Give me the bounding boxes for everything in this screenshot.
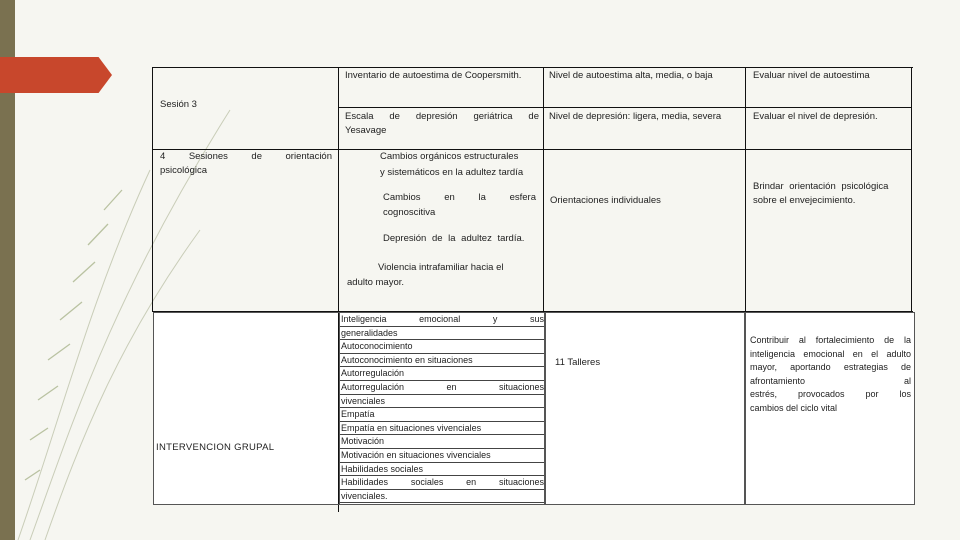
topic-violencia: Violencia intrafamiliar hacia el: [378, 262, 504, 273]
group-objective-line: Contribuir al fortalecimiento de la: [750, 335, 911, 345]
group-objective-line: estrés, provocados por los: [750, 389, 911, 400]
result-talleres: 11 Talleres: [555, 357, 601, 368]
group-topic-line: Motivación: [340, 435, 544, 449]
instrument-yesavage: Escala de depresión geriátrica de: [345, 111, 539, 122]
group-topic-line: Autoconocimiento en situaciones: [340, 354, 544, 368]
group-topic-line: Empatía en situaciones vivenciales: [340, 422, 544, 436]
group-label: INTERVENCION GRUPAL: [156, 442, 275, 453]
instrument-yesavage-line2: Yesavage: [345, 125, 387, 136]
result-depresion: Nivel de depresión: ligera, media, severa: [549, 111, 722, 122]
group-topic-line: generalidades: [340, 327, 544, 341]
group-objective-line: inteligencia emocional en el adulto: [750, 348, 911, 359]
topic-cambios-organicos-line2: y sistemáticos en la adultez tardía: [380, 167, 524, 178]
topic-cambios-organicos: Cambios orgánicos estructurales: [380, 151, 519, 162]
instrument-coopersmith: Inventario de autoestima de Coopersmith.: [345, 70, 522, 81]
objective-orientacion: Brindar orientación psicológica: [753, 181, 889, 192]
group-topic-line: vivenciales.: [340, 490, 544, 504]
group-topic-line: Habilidades sociales en situaciones: [340, 476, 544, 490]
topic-esfera-cognoscitiva: Cambios en la esfera: [383, 192, 536, 203]
group-topic-line: Autoconocimiento: [340, 340, 544, 354]
group-result-cell: [545, 312, 745, 505]
objective-orientacion-line2: sobre el envejecimiento.: [753, 195, 856, 206]
group-objective-line: cambios del ciclo vital: [750, 403, 838, 413]
group-objective-line: afrontamiento al: [750, 375, 911, 386]
group-label-cell: [153, 312, 340, 505]
group-objective-line: mayor, aportando estrategias de: [750, 362, 911, 373]
group-topic-line: Motivación en situaciones vivenciales: [340, 449, 544, 463]
group-topic-line: Autorregulación: [340, 367, 544, 381]
session-description: 4 Sesiones de orientación: [160, 151, 332, 162]
result-autoestima: Nivel de autoestima alta, media, o baja: [549, 70, 713, 81]
objective-depresion: Evaluar el nivel de depresión.: [753, 111, 878, 122]
objective-autoestima: Evaluar nivel de autoestima: [753, 70, 870, 81]
group-topic-line: Empatía: [340, 408, 544, 422]
group-topic-line: Autorregulación en situaciones: [340, 381, 544, 395]
group-topic-line: vivenciales: [340, 395, 544, 409]
topic-esfera-line2: cognoscitiva: [383, 207, 436, 218]
topic-violencia-line2: adulto mayor.: [347, 277, 405, 288]
session-description-line2: psicológica: [160, 165, 207, 176]
group-topic-line: Inteligencia emocional y sus: [340, 313, 544, 327]
group-topic-line: Habilidades sociales: [340, 463, 544, 477]
result-orientaciones: Orientaciones individuales: [550, 195, 661, 206]
session-label: Sesión 3: [160, 99, 197, 110]
topic-depresion: Depresión de la adultez tardía.: [383, 233, 525, 244]
